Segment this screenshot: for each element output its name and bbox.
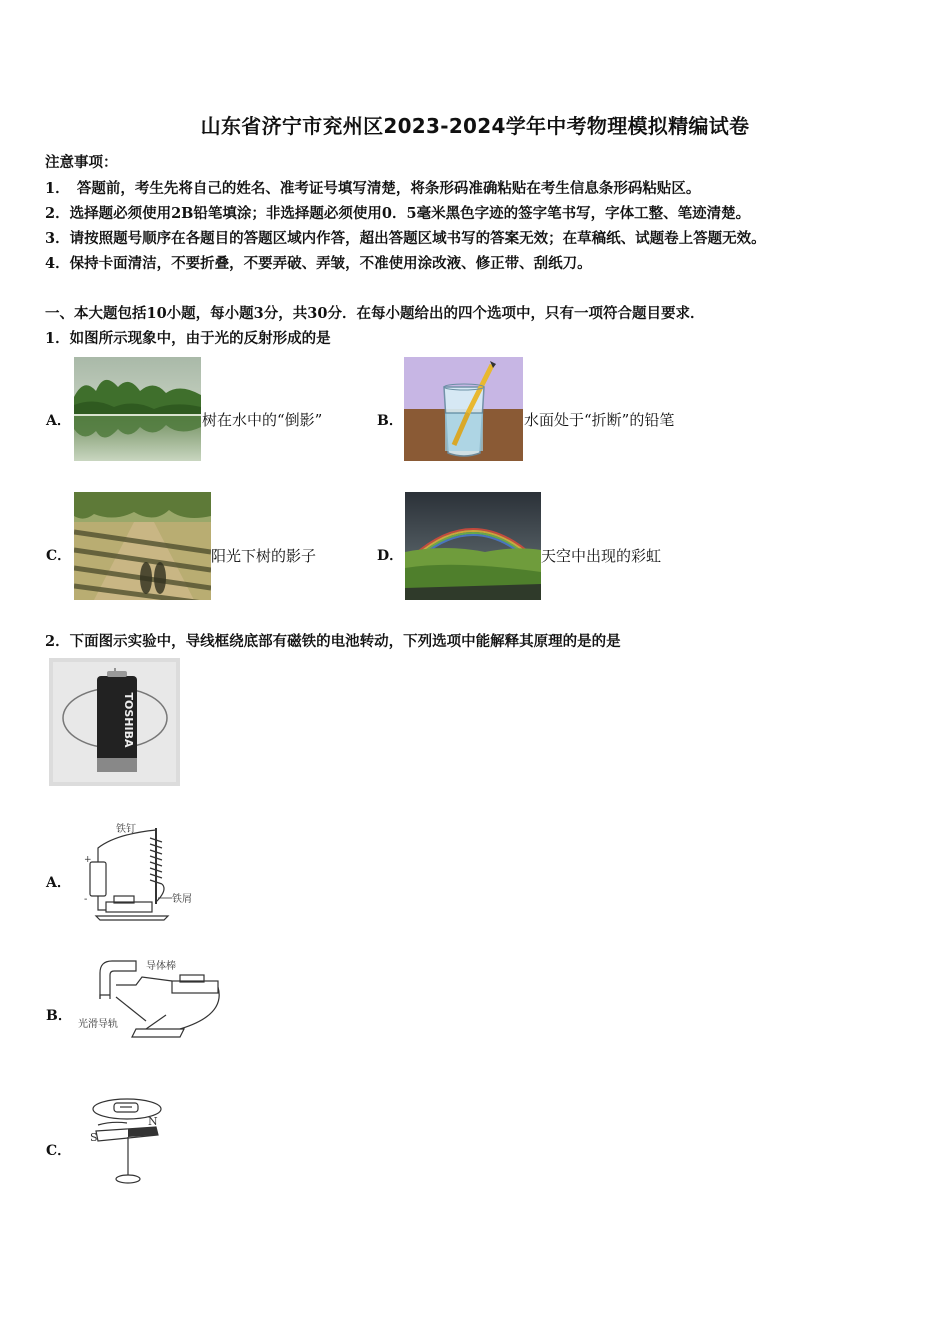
option-letter: C． bbox=[46, 548, 72, 564]
notice-item: 2．选择题必须使用2B铅笔填涂；非选择题必须使用0．5毫米黑色字迹的签字笔书写，字体工整、笔迹清楚。 bbox=[45, 205, 751, 222]
battery-brand: TOSHIBA bbox=[122, 692, 135, 748]
diagram-label: 铁屑 bbox=[172, 894, 192, 905]
page-title: 山东省济宁市兖州区2023-2024学年中考物理模拟精编试卷 bbox=[200, 114, 750, 138]
option-caption: 树在水中的“倒影” bbox=[202, 411, 323, 429]
rotating-coil-diagram bbox=[82, 1085, 172, 1190]
option-letter: B． bbox=[46, 1008, 72, 1024]
electromagnet-diagram bbox=[76, 820, 206, 925]
question-stem: 2．下面图示实验中，导线框绕底部有磁铁的电池转动，下列选项中能解释其原理的是的是 bbox=[45, 633, 621, 650]
option-caption: 水面处于“折断”的铅笔 bbox=[524, 411, 675, 429]
option-letter: A． bbox=[46, 413, 71, 429]
notice-heading: 注意事项： bbox=[45, 154, 118, 171]
diagram-label: N bbox=[148, 1115, 158, 1128]
svg-text:-: - bbox=[84, 894, 88, 905]
section-heading: 一、本大题包括10小题，每小题3分，共30分．在每小题给出的四个选项中，只有一项符合题目要求． bbox=[45, 305, 705, 322]
option-letter: C． bbox=[46, 1143, 72, 1159]
conductor-rod-diagram bbox=[76, 955, 226, 1050]
notice-item: 3．请按照题号顺序在各题目的答题区域内作答，超出答题区域书写的答案无效；在草稿纸、试题卷上答题无效。 bbox=[45, 230, 766, 247]
option-letter: B． bbox=[377, 413, 403, 429]
notice-item: 1． 答题前，考生先将自己的姓名、准考证号填写清楚，将条形码准确粘贴在考生信息条形码粘贴区。 bbox=[45, 180, 701, 197]
option-caption: 天空中出现的彩虹 bbox=[541, 547, 662, 565]
diagram-label: 光滑导轨 bbox=[78, 1019, 118, 1030]
diagram-label: 铁钉 bbox=[116, 824, 136, 835]
svg-text:+: + bbox=[84, 855, 92, 865]
option-caption: 阳光下树的影子 bbox=[211, 547, 317, 565]
tree-shadow-photo bbox=[74, 492, 211, 600]
option-letter: D． bbox=[377, 548, 404, 564]
pencil-in-glass-photo bbox=[404, 357, 523, 461]
tree-reflection-photo bbox=[74, 357, 201, 461]
battery-wire-frame-photo bbox=[49, 658, 180, 786]
option-letter: A． bbox=[46, 875, 71, 891]
notice-item: 4．保持卡面清洁，不要折叠，不要弄破、弄皱，不准使用涂改液、修正带、刮纸刀。 bbox=[45, 255, 592, 272]
diagram-label: S bbox=[90, 1131, 98, 1144]
diagram-label: 导体棒 bbox=[146, 961, 176, 972]
question-stem: 1．如图所示现象中，由于光的反射形成的是 bbox=[45, 330, 331, 347]
rainbow-photo bbox=[405, 492, 541, 600]
